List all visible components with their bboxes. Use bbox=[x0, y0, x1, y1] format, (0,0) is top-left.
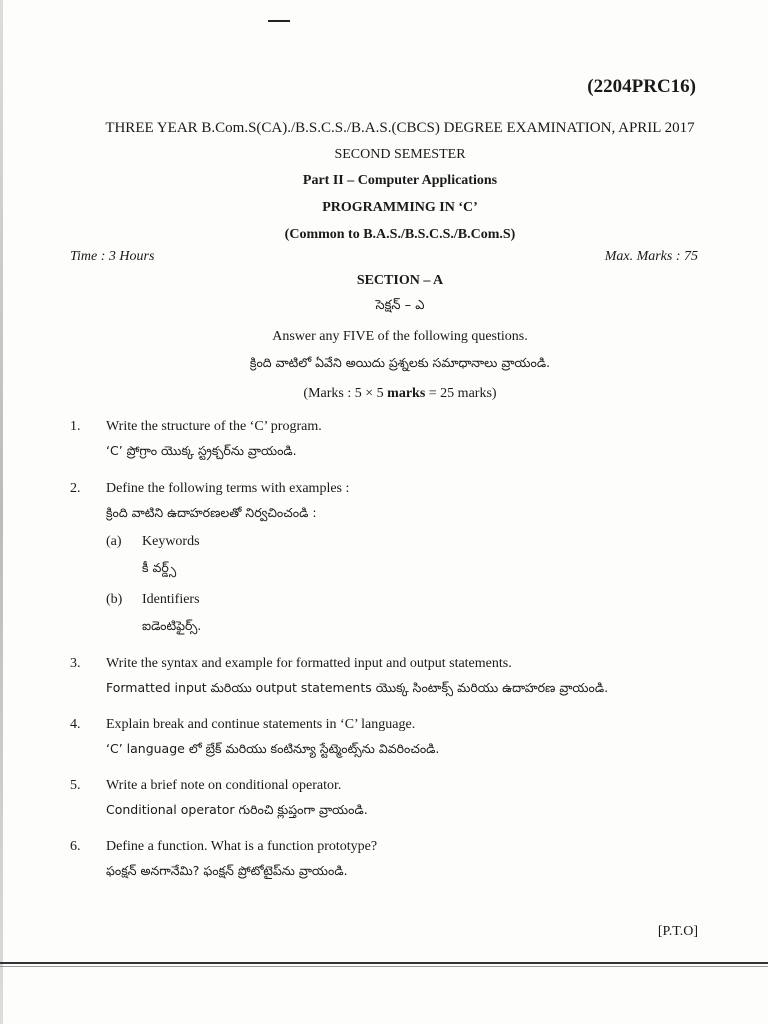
question-text: Define the following terms with examples : bbox=[106, 481, 350, 496]
common-to: (Common to B.A.S./B.S.C.S./B.Com.S) bbox=[284, 227, 516, 242]
question-number: 2. bbox=[70, 481, 81, 496]
max-marks-label: Max. Marks : 75 bbox=[604, 249, 698, 264]
question-text: Write the structure of the ‘C’ program. bbox=[106, 419, 322, 434]
subitem-letter: (b) bbox=[106, 592, 123, 607]
part-title: Part II – Computer Applications bbox=[302, 173, 498, 188]
subitem-text: Keywords bbox=[142, 534, 200, 549]
marks-bold: marks bbox=[387, 386, 426, 401]
bottom-rule bbox=[0, 962, 768, 964]
question-text-telugu: Conditional operator గురించి క్లుప్తంగా వ్రాయండి. bbox=[106, 802, 368, 817]
question-number: 6. bbox=[70, 839, 81, 854]
subitem-letter: (a) bbox=[106, 534, 122, 549]
time-label: Time : 3 Hours bbox=[70, 249, 155, 264]
top-mark bbox=[268, 20, 290, 22]
paper-code: (2204PRC16) bbox=[587, 76, 696, 97]
question-text: Write a brief note on conditional operator. bbox=[106, 778, 342, 793]
section-title-telugu: సెక్షన్ – ఎ bbox=[375, 298, 425, 313]
question-text-telugu: ‘C’ ప్రోగ్రాం యొక్క స్ట్రక్చర్‌ను వ్రాయండి. bbox=[106, 443, 297, 458]
subject-title: PROGRAMMING IN ‘C’ bbox=[322, 200, 478, 215]
question-number: 1. bbox=[70, 419, 81, 434]
question-text-telugu: క్రింది వాటిని ఉదాహరణలతో నిర్వచించండి : bbox=[106, 505, 317, 520]
subitem-text: Identifiers bbox=[142, 592, 200, 607]
question-text: Write the syntax and example for formatted input and output statements. bbox=[106, 656, 512, 671]
question-text-telugu: ‘C’ language లో బ్రేక్ మరియు కంటిన్యూ స్టేట్మెంట్స్‌ను వివరించండి. bbox=[106, 741, 440, 756]
semester: SECOND SEMESTER bbox=[334, 147, 466, 162]
question-text-telugu: Formatted input మరియు output statements యొక్క సింటాక్స్ మరియు ఉదాహరణ వ్రాయండి. bbox=[106, 680, 609, 695]
question-number: 3. bbox=[70, 656, 81, 671]
instruction-telugu: క్రింది వాటిలో ఏవేని అయిదు ప్రశ్నలకు సమాధానాలు వ్రాయండి. bbox=[249, 355, 551, 370]
subitem-text-telugu: ఐడెంటిఫైర్స్. bbox=[142, 618, 202, 633]
question-text: Explain break and continue statements in ‘C’ language. bbox=[106, 717, 416, 732]
subitem-text-telugu: కీ వర్డ్స్ bbox=[142, 560, 177, 575]
instruction: Answer any FIVE of the following questions. bbox=[272, 329, 528, 344]
question-number: 5. bbox=[70, 778, 81, 793]
marks-suffix: = 25 marks) bbox=[425, 386, 497, 401]
exam-title: THREE YEAR B.Com.S(CA)./B.S.C.S./B.A.S.(CBCS) DEGREE EXAMINATION, APRIL 2017 bbox=[105, 120, 695, 136]
scan-edge bbox=[0, 0, 3, 1024]
question-text: Define a function. What is a function prototype? bbox=[106, 839, 378, 854]
question-text-telugu: ఫంక్షన్ అనగానేమి? ఫంక్షన్ ప్రోటోటైప్‌ను వ్రాయండి. bbox=[106, 863, 348, 878]
marks-scheme bbox=[60, 386, 740, 402]
pto-label: [P.T.O] bbox=[657, 924, 698, 939]
bottom-rule-secondary bbox=[0, 966, 768, 967]
section-title: SECTION – A bbox=[356, 273, 444, 288]
marks-prefix: (Marks : 5 × 5 bbox=[303, 386, 388, 401]
question-number: 4. bbox=[70, 717, 81, 732]
